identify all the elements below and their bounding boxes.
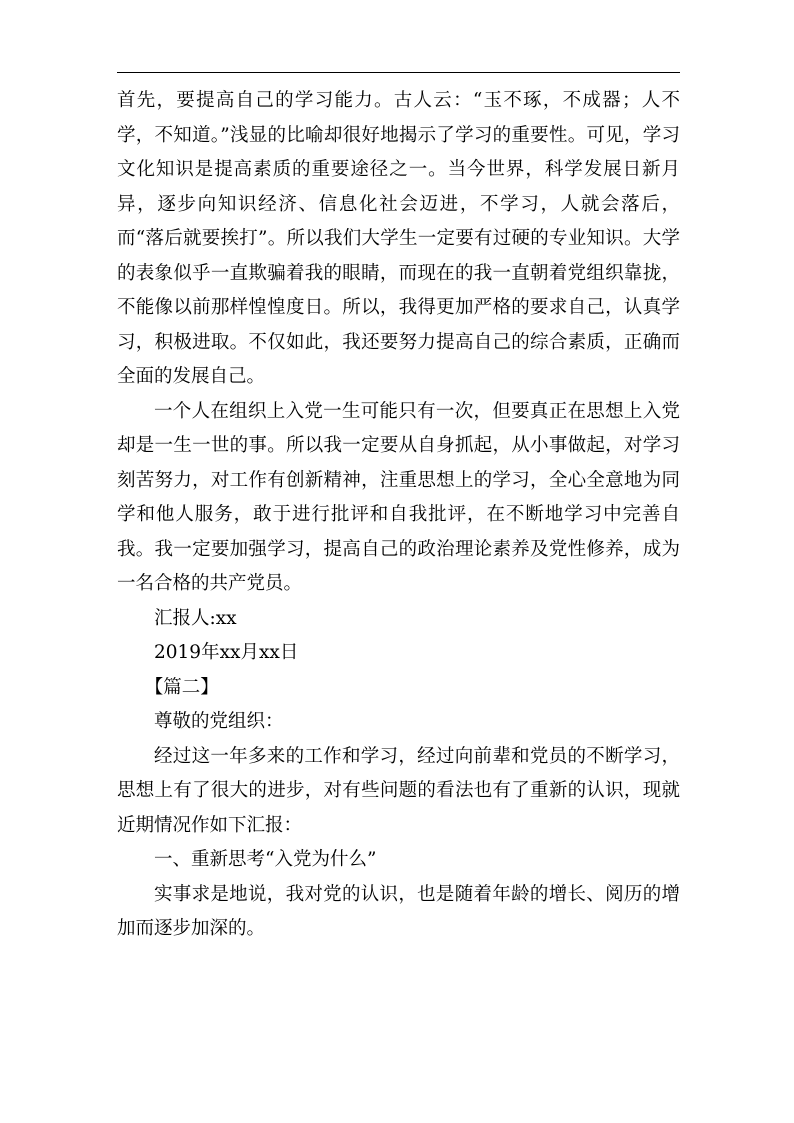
- paragraph-join-party: 一个人在组织上入党一生可能只有一次，但要真正在思想上入党却是一生一世的事。所以我一定要从自身抓起，从小事做起，对学习刻苦努力，对工作有创新精神，注重思想上的学习，全心全意地为同学和他人服务，敢于进行批评和自我批评，在不断地学习中完善自我。我一定要加强学习，提高自己的政治理论素养及党性修养，成为一名合格的共产党员。: [117, 400, 680, 594]
- document-body: [117, 84, 680, 947]
- subheading-rethink: 一、重新思考“入党为什么”: [154, 849, 377, 870]
- paragraph-understanding: 实事求是地说，我对党的认识，也是随着年龄的增长、阅历的增加而逐步加深的。: [117, 883, 680, 939]
- section-heading: 【篇二】: [144, 676, 219, 698]
- salutation: 尊敬的党组织：: [154, 711, 284, 732]
- header-rule: [117, 72, 680, 73]
- paragraph-progress: 经过这一年多来的工作和学习，经过向前辈和党员的不断学习，思想上有了很大的进步，对有些问题的看法也有了重新的认识，现就近期情况作如下汇报：: [117, 745, 680, 836]
- date-line: 2019年xx月xx日: [154, 642, 299, 663]
- paragraph-study-ability: 首先，要提高自己的学习能力。古人云：“玉不琢，不成器；人不学，不知道。”浅显的比喻却很好地揭示了学习的重要性。可见，学习文化知识是提高素质的重要途径之一。当今世界，科学发展日新月异，逐步向知识经济、信息化社会迈进，不学习，人就会落后，而“落后就要挨打”。所以我们大学生一定要有过硬的专业知识。大学的表象似乎一直欺骗着我的眼睛，而现在的我一直朝着党组织靠拢，不能像以前那样惶惶度日。所以，我得更加严格的要求自己，认真学习，积极进取。不仅如此，我还要努力提高自己的综合素质，正确而全面的发展自己。: [117, 90, 680, 387]
- reporter-line: 汇报人:xx: [154, 607, 237, 629]
